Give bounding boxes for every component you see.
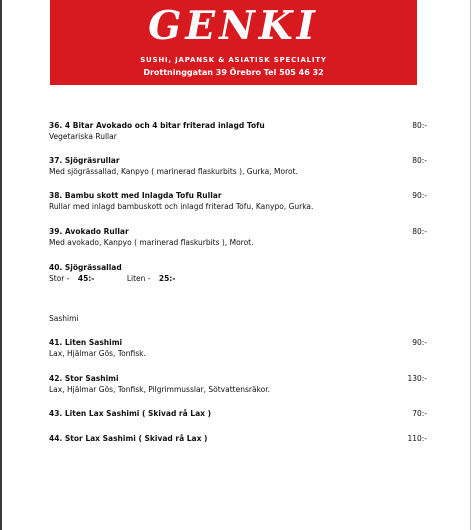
menu-item-40 bbox=[49, 262, 427, 284]
menu-item-42 bbox=[49, 373, 427, 395]
item-price: 80:- bbox=[412, 227, 427, 236]
item-description: Med sjögrässallad, Kanpyo ( marinerad flaskurbits ), Gurka, Morot. bbox=[49, 167, 298, 176]
item-title: 36. 4 Bitar Avokado och 4 bitar friterad inlagd Tofu bbox=[49, 121, 265, 130]
item-title: 41. Liten Sashimi bbox=[49, 338, 123, 347]
page-right-border bbox=[470, 0, 471, 530]
tagline: SUSHI, JAPANSK & ASIATISK SPECIALITY bbox=[140, 56, 327, 64]
header-banner bbox=[50, 0, 417, 85]
menu-item-43 bbox=[49, 408, 427, 419]
item-title: 43. Liten Lax Sashimi ( Skivad rå Lax ) bbox=[49, 409, 212, 418]
item-description: Med avokado, Kanpyo ( marinerad flaskurbits ), Morot. bbox=[49, 238, 254, 247]
item-title: 40. Sjögrässallad bbox=[49, 263, 122, 272]
item-price: 70:- bbox=[412, 409, 427, 418]
menu-item-39 bbox=[49, 226, 427, 248]
page-left-border bbox=[0, 0, 2, 530]
item-title: 44. Stor Lax Sashimi ( Skivad rå Lax ) bbox=[49, 434, 208, 443]
size-liten-label: Liten - bbox=[126, 274, 151, 283]
item-description: Lax, Hjälmar Gös, Tonfisk, Pilgrimmusslar, Sötvattensräkor. bbox=[49, 385, 270, 394]
menu-item-44 bbox=[49, 433, 427, 444]
size-stor-price: 45:- bbox=[77, 274, 95, 283]
item-description: Vegetariska Rullar bbox=[49, 132, 117, 141]
item-sizes bbox=[49, 273, 427, 284]
item-price: 90:- bbox=[412, 191, 427, 200]
item-price: 80:- bbox=[412, 121, 427, 130]
item-price: 130:- bbox=[407, 374, 427, 383]
item-price: 80:- bbox=[412, 156, 427, 165]
menu-item-37 bbox=[49, 155, 427, 177]
menu-item-36 bbox=[49, 120, 427, 142]
item-description: Rullar med inlagd bambuskott och inlagd friterad Tofu, Kanypo, Gurka. bbox=[49, 202, 314, 211]
restaurant-logo: GENKI bbox=[148, 3, 319, 49]
item-title: 42. Stor Sashimi bbox=[49, 374, 119, 383]
size-liten-price: 25:- bbox=[158, 274, 176, 283]
item-title: 38. Bambu skott med Inlagda Tofu Rullar bbox=[49, 191, 222, 200]
item-title: 39. Avokado Rullar bbox=[49, 227, 129, 236]
section-title-sashimi: Sashimi bbox=[49, 314, 79, 323]
address: Drottninggatan 39 Örebro Tel 505 46 32 bbox=[143, 68, 324, 77]
menu-item-38 bbox=[49, 190, 427, 212]
item-price: 90:- bbox=[412, 338, 427, 347]
size-stor-label: Stor - bbox=[49, 274, 70, 283]
menu-item-41 bbox=[49, 337, 427, 359]
item-price: 110:- bbox=[407, 434, 427, 443]
item-title: 37. Sjögräsrullar bbox=[49, 156, 120, 165]
item-description: Lax, Hjälmar Gös, Tonfisk. bbox=[49, 349, 146, 358]
